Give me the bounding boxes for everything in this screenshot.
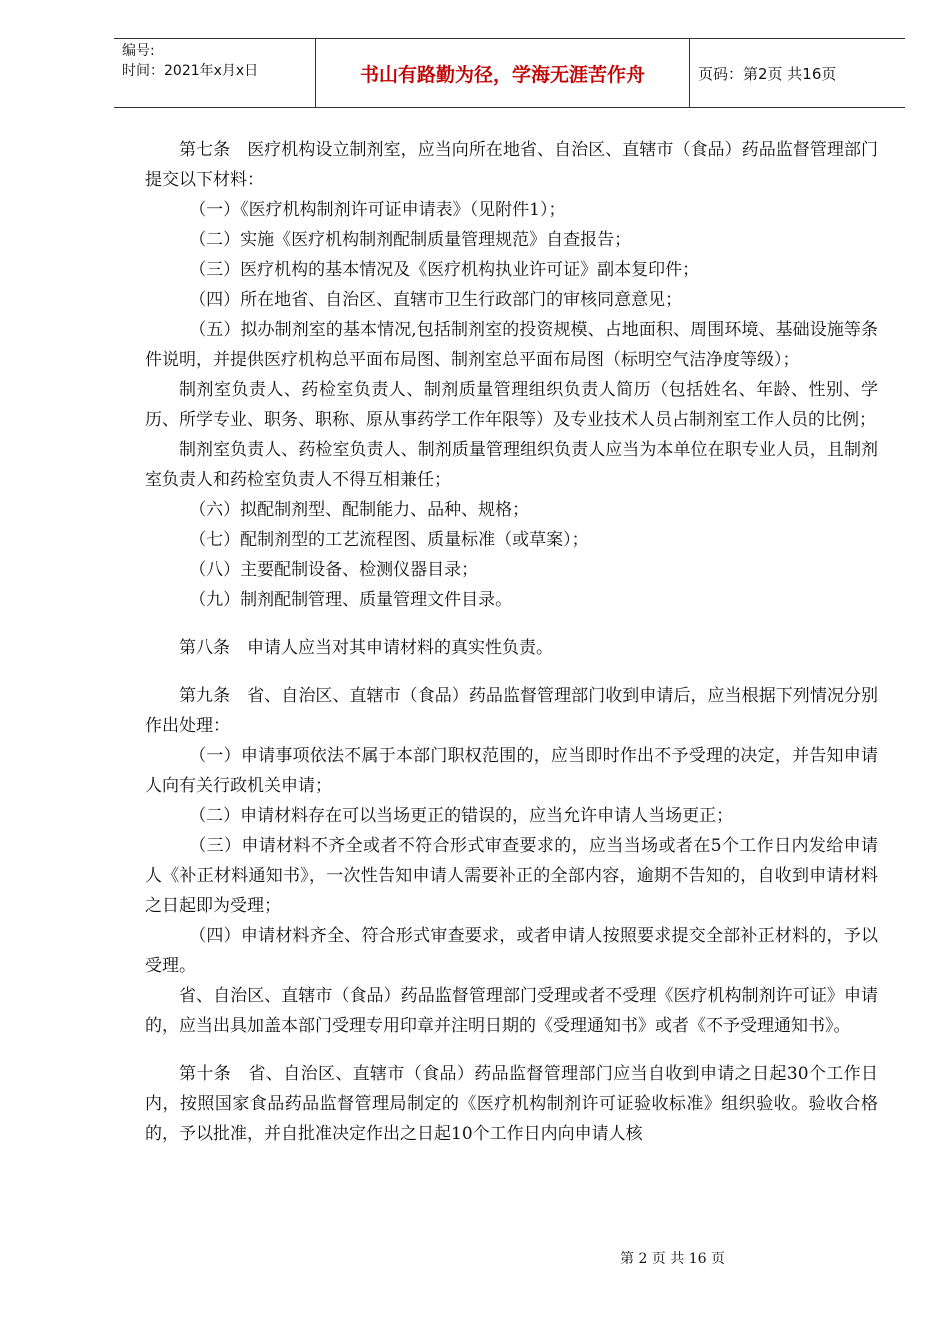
- document-body: [145, 135, 878, 1149]
- article-9-paragraph: 省、自治区、直辖市（食品）药品监督管理部门受理或者不受理《医疗机构制剂许可证》申请的，应当出具加盖本部门受理专用印章并注明日期的《受理通知书》或者《不予受理通知书》。: [145, 986, 878, 1036]
- article-7-item-6: （六）拟配制剂型、配制能力、品种、规格；: [189, 500, 530, 520]
- article-9-item-3: （三）申请材料不齐全或者不符合形式审查要求的，应当当场或者在5个工作日内发给申请人《补正材料通知书》，一次性告知申请人需要补正的全部内容，逾期不告知的，自收到申请材料之日起即为受理；: [145, 836, 878, 916]
- spacer: [145, 1041, 878, 1059]
- article-7-paragraph-1: 制剂室负责人、药检室负责人、制剂质量管理组织负责人简历（包括姓名、年龄、性别、学历、所学专业、职务、职称、原从事药学工作年限等）及专业技术人员占制剂室工作人员的比例；: [145, 380, 878, 430]
- header-table: [114, 38, 905, 108]
- article-9-item-2: （二）申请材料存在可以当场更正的错误的，应当允许申请人当场更正；: [189, 806, 734, 826]
- article-7-item-8: （八）主要配制设备、检测仪器目录；: [189, 560, 479, 580]
- article-7-item-2: （二）实施《医疗机构制剂配制质量管理规范》自查报告；: [189, 230, 632, 250]
- article-7-item-1: （一）《医疗机构制剂许可证申请表》（见附件1）；: [189, 200, 566, 220]
- article-9-item-1: （一）申请事项依法不属于本部门职权范围的，应当即时作出不予受理的决定，并告知申请人向有关行政机关申请；: [145, 746, 878, 796]
- spacer: [145, 615, 878, 633]
- article-7-paragraph-2: 制剂室负责人、药检室负责人、制剂质量管理组织负责人应当为本单位在职专业人员，且制剂室负责人和药检室负责人不得互相兼任；: [145, 440, 878, 490]
- article-9-item-4: （四）申请材料齐全、符合形式审查要求，或者申请人按照要求提交全部补正材料的，予以受理。: [145, 926, 878, 976]
- article-7-item-4: （四）所在地省、自治区、直辖市卫生行政部门的审核同意意见；: [189, 290, 683, 310]
- header-page-label: 页码：第2页 共16页: [698, 64, 837, 83]
- article-7-item-7: （七）配制剂型的工艺流程图、质量标准（或草案）；: [189, 530, 589, 550]
- spacer: [145, 663, 878, 681]
- article-9-intro: 第九条 省、自治区、直辖市（食品）药品监督管理部门收到申请后，应当根据下列情况分别作出处理：: [145, 686, 878, 736]
- header-motto: 书山有路勤为径，学海无涯苦作舟: [316, 39, 690, 107]
- header-meta: [114, 39, 316, 107]
- doc-time-label: 时间：2021年x月x日: [122, 63, 259, 79]
- doc-number-label: 编号:: [122, 43, 155, 59]
- article-8: 第八条 申请人应当对其申请材料的真实性负责。: [179, 638, 553, 658]
- article-7-item-3: （三）医疗机构的基本情况及《医疗机构执业许可证》副本复印件；: [189, 260, 700, 280]
- page-footer: 第 2 页 共 16 页: [620, 1251, 725, 1267]
- article-7-item-9: （九）制剂配制管理、质量管理文件目录。: [189, 590, 513, 610]
- article-7-intro: 第七条 医疗机构设立制剂室，应当向所在地省、自治区、直辖市（食品）药品监督管理部门提交以下材料：: [145, 140, 878, 190]
- article-7-item-5: （五）拟办制剂室的基本情况,包括制剂室的投资规模、占地面积、周围环境、基础设施等条件说明，并提供医疗机构总平面布局图、制剂室总平面布局图（标明空气洁净度等级）；: [145, 320, 878, 370]
- article-10: 第十条 省、自治区、直辖市（食品）药品监督管理部门应当自收到申请之日起30个工作日内，按照国家食品药品监督管理局制定的《医疗机构制剂许可证验收标准》组织验收。验收合格的，予以批准，并自批准决定作出之日起10个工作日内向申请人核: [145, 1064, 878, 1144]
